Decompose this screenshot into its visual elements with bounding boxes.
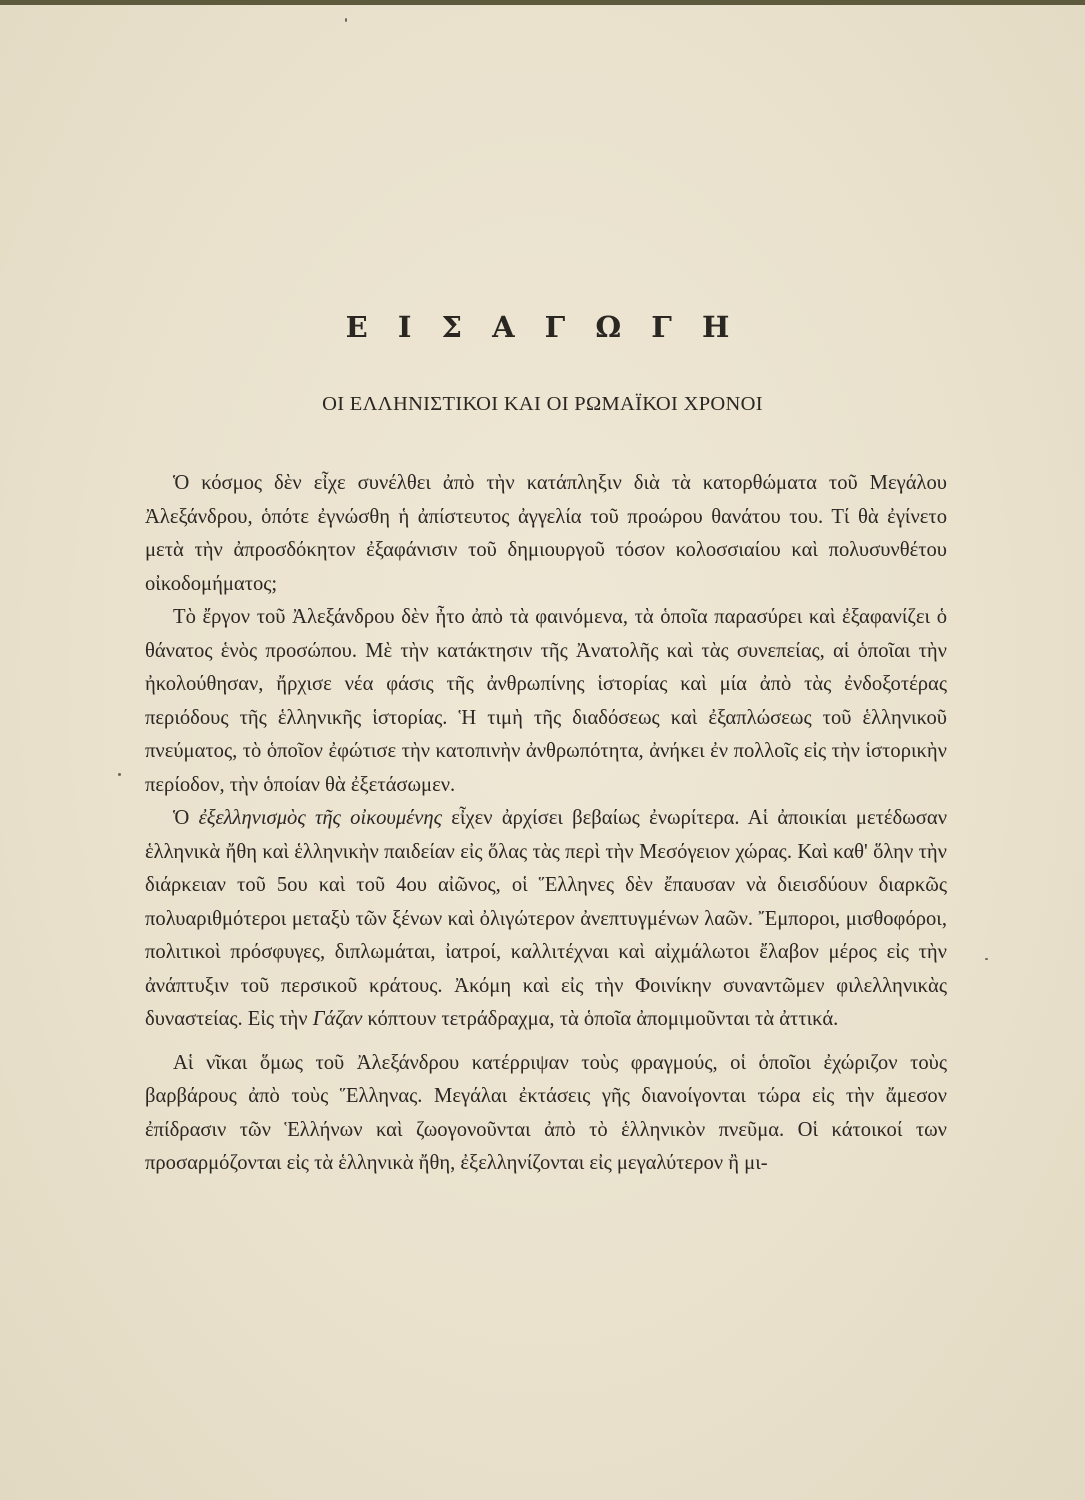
paragraph-3-emphasis-gaza: Γάζαν bbox=[312, 1008, 363, 1030]
page-subtitle: ΟΙ ΕΛΛΗΝΙΣΤΙΚΟΙ ΚΑΙ ΟΙ ΡΩΜΑΪΚΟΙ ΧΡΟΝΟΙ bbox=[322, 393, 763, 415]
paper-speck bbox=[985, 958, 988, 960]
paragraph-3 bbox=[145, 802, 947, 1037]
page-title: Ε Ι Σ Α Γ Ω Γ Η bbox=[345, 310, 740, 344]
paper-speck bbox=[118, 773, 121, 776]
body-text bbox=[145, 467, 947, 1181]
paragraph-1: Ὁ κόσμος δὲν εἶχε συνέλθει ἀπὸ τὴν κατάπληξιν διὰ τὰ κατορθώματα τοῦ Μεγάλου Ἀλεξάνδρου, ὁπότε ἐγνώσθη ἡ ἀπίστευτος ἀγγελία τοῦ προώρου θανάτου του. Τί θὰ ἐγίνετο μετὰ τὴν ἀπροσδόκητον ἐξαφάνισιν τοῦ δημιουργοῦ τόσον κολοσσιαίου καὶ πολυσυνθέτου οἰκοδομήματος; bbox=[145, 472, 947, 595]
paragraph-3-tail: κόπτουν τετράδραχμα, τὰ ὁποῖα ἀπομιμοῦνται τὰ ἀττικά. bbox=[362, 1008, 839, 1030]
paragraph-4: Αἱ νῖκαι ὅμως τοῦ Ἀλεξάνδρου κατέρριψαν τοὺς φραγμούς, οἱ ὁποῖοι ἐχώριζον τοὺς βαρβάρους ἀπὸ τοὺς Ἕλληνας. Μεγάλαι ἐκτάσεις γῆς διανοίγονται τώρα εἰς τὴν ἄμεσον ἐπίδρασιν τῶν Ἑλλήνων καὶ ζωογονοῦνται ἀπὸ τὸ ἑλληνικὸν πνεῦμα. Οἱ κάτοικοί των προσαρμόζονται εἰς τὰ ἑλληνικὰ ἤθη, ἐξελληνίζονται εἰς μεγαλύτερον ἢ μι- bbox=[145, 1051, 947, 1174]
paper-speck bbox=[345, 18, 347, 22]
top-edge-rule bbox=[0, 0, 1085, 5]
paragraph-3-emphasis: ἐξελληνισμὸς τῆς οἰκουμένης bbox=[198, 807, 443, 829]
paragraph-3-lead: Ὁ bbox=[173, 807, 199, 829]
paragraph-2: Τὸ ἔργον τοῦ Ἀλεξάνδρου δὲν ἦτο ἀπὸ τὰ φαινόμενα, τὰ ὁποῖα παρασύρει καὶ ἐξαφανίζει ὁ θάνατος ἑνὸς προσώπου. Μὲ τὴν κατάκτησιν τῆς Ἀνατολῆς καὶ τὰς συνεπείας, αἱ ὁποῖαι τὴν ἠκολούθησαν, ἤρχισε νέα φάσις τῆς ἀνθρωπίνης ἱστορίας καὶ μία ἀπὸ τὰς ἐνδοξοτέρας περιόδους τῆς ἑλληνικῆς ἱστορίας. Ἡ τιμὴ τῆς διαδόσεως καὶ ἐξαπλώσεως τοῦ ἑλληνικοῦ πνεύματος, τὸ ὁποῖον ἐφώτισε τὴν κατοπινὴν ἀνθρωπότητα, ἀνήκει ἐν πολλοῖς εἰς τὴν ἱστορικὴν περίοδον, τὴν ὁποίαν θὰ ἐξετάσωμεν. bbox=[145, 606, 947, 796]
paragraph-3-text: εἶχεν ἀρχίσει βεβαίως ἐνωρίτερα. Αἱ ἀποικίαι μετέδωσαν ἑλληνικὰ ἤθη καὶ ἑλληνικὴν παιδείαν εἰς ὅλας τὰς περὶ τὴν Μεσόγειον χώρας. Καὶ καθ' ὅλην τὴν διάρκειαν τοῦ 5ου καὶ τοῦ 4ου αἰῶνος, οἱ Ἕλληνες δὲν ἔπαυσαν νὰ διεισδύουν διαρκῶς πολυαριθμότεροι μεταξὺ τῶν ξένων καὶ ὀλιγώτερον ἀνεπτυγμένων λαῶν. Ἔμποροι, μισθοφόροι, πολιτικοὶ πρόσφυγες, διπλωμάται, ἰατροί, καλλιτέχναι καὶ αἰχμάλωτοι ἔλαβον μέρος εἰς τὴν ἀνάπτυξιν τοῦ περσικοῦ κράτους. Ἀκόμη καὶ εἰς τὴν Φοινίκην συναντῶμεν φιλελληνικὰς δυναστείας. Εἰς τὴν bbox=[145, 807, 948, 1030]
